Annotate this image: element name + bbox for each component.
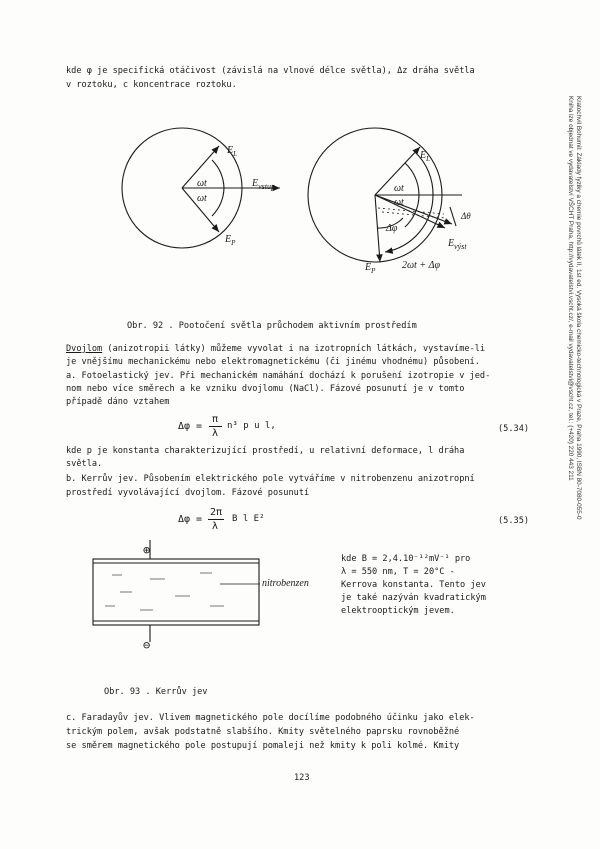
item-c-line-1: c. Faradayův jev. Vlivem magnetického pole docílíme podobného účinku jako elek- <box>66 713 475 723</box>
left-wt-label-1: ωt <box>197 178 207 189</box>
left-wt-label-2: ωt <box>197 193 207 204</box>
figure-92-caption: Obr. 92 . Pootočení světla průchodem aktivním prostředím <box>127 321 417 331</box>
left-e-vstup-label: $E_{vstup}$ <box>252 178 275 191</box>
item-a-line-3: případě dáno vztahem <box>66 397 170 407</box>
item-a-line-5: světla. <box>66 459 103 469</box>
right-dphi-label: Δφ <box>386 223 398 234</box>
figure-93-caption: Obr. 93 . Kerrův jev <box>104 687 208 697</box>
eq-5-34-numerator: π <box>212 414 219 425</box>
left-e-p-label: $E_P$ <box>225 234 236 247</box>
right-wt-label-1: ωt <box>394 183 404 194</box>
kerr-cell <box>93 559 259 625</box>
fig93-side-line-5: elektrooptickým jevem. <box>341 606 455 616</box>
left-e-l-label: $E_L$ <box>227 145 238 158</box>
side-note-line-1: Kratochvil Bohumil: Základy fyziky a chemie povrchů látek II, 1st ed. Vysoká škola chemicko-technologická v Praze, Praha 1990, ISBN 80-7080-055-0 <box>575 96 582 520</box>
item-a-line-1: a. Fotoelastický jev. Při mechanickém namáhání dochází k porušení izotropie v jed- <box>66 371 491 381</box>
eq-5-35-numerator: 2π <box>210 507 223 518</box>
right-sum-angle-label: 2ωt + Δφ <box>402 260 440 271</box>
page-number: 123 <box>294 773 310 783</box>
eq-5-35-number: (5.35) <box>498 516 530 526</box>
right-e-p-label: $E_P$ <box>365 262 376 275</box>
intro-line-1: kde φ je specifická otáčivost (závislá na vlnové délce světla), Δz dráha světla <box>66 66 475 76</box>
eq-5-35-lhs: Δφ = <box>178 514 203 525</box>
item-c-line-3: se směrem magnetického pole postupují pomaleji než kmity k poli kolmé. Kmity <box>66 741 460 751</box>
item-a-line-4: kde p je konstanta charakterizující prostředí, u relativní deformace, l dráha <box>66 446 465 456</box>
right-wt-label-2: ωt <box>394 197 404 208</box>
fig93-side-line-1: kde B = 2,4.10⁻¹²mV⁻¹ pro <box>341 554 471 564</box>
intro-line-2: v roztoku, c koncentrace roztoku. <box>66 80 237 90</box>
eq-5-34-denominator: λ <box>212 428 219 439</box>
dvojlom-line-1: Dvojlom (anizotropii látky) můžeme vyvolat i na izotropních látkách, vystavíme-li <box>66 344 486 354</box>
negative-terminal-icon: ⊖ <box>143 638 151 652</box>
eq-5-34-rest: n³ p u l, <box>227 421 276 431</box>
nitrobenzen-label: nitrobenzen <box>262 578 309 589</box>
fig93-side-line-2: λ = 550 nm, T = 20°C - <box>341 567 455 577</box>
right-dtheta-label: Δθ <box>461 211 471 221</box>
item-b-line-2: prostředí vyvolávající dvojlom. Fázové posunutí <box>66 488 310 498</box>
side-note-line-2: Kniha lze objednat ve vydavatelství VŠCHT Praha, http://vydavatelstvi.vscht.cz/, e-mail vydavatelstvi@vscht.cz, tel.: (+420) 220 443 211 <box>567 96 574 481</box>
eq-5-35-denominator: λ <box>212 521 219 532</box>
eq-5-34-number: (5.34) <box>498 424 530 434</box>
item-a-line-2: nom nebo více směrech a ke vzniku dvojlomu (NaCl). Fázové posunutí je v tomto <box>66 384 465 394</box>
fig93-side-line-4: je také nazýván kvadratickým <box>341 593 486 603</box>
item-c-line-2: trickým polem, avšak podstatně slabšího. Kmity světelného paprsku rovnoběžné <box>66 727 460 737</box>
dvojlom-line-2: je vnějšímu mechanickému nebo elektromagnetickému (či jinému vhodnému) působení. <box>66 357 480 367</box>
right-e-l-label: $E_L$ <box>420 150 431 163</box>
fig93-side-line-3: Kerrova konstanta. Tento jev <box>341 580 486 590</box>
positive-terminal-icon: ⊕ <box>143 543 151 557</box>
eq-5-34-lhs: Δφ = <box>178 421 203 432</box>
right-e-vyst-label: $E_{výst}$ <box>448 238 467 251</box>
eq-5-35-rest: B l E² <box>232 514 265 524</box>
item-b-line-1: b. Kerrův jev. Působením elektrického pole vytváříme v nitrobenzenu anizotropní <box>66 474 475 484</box>
